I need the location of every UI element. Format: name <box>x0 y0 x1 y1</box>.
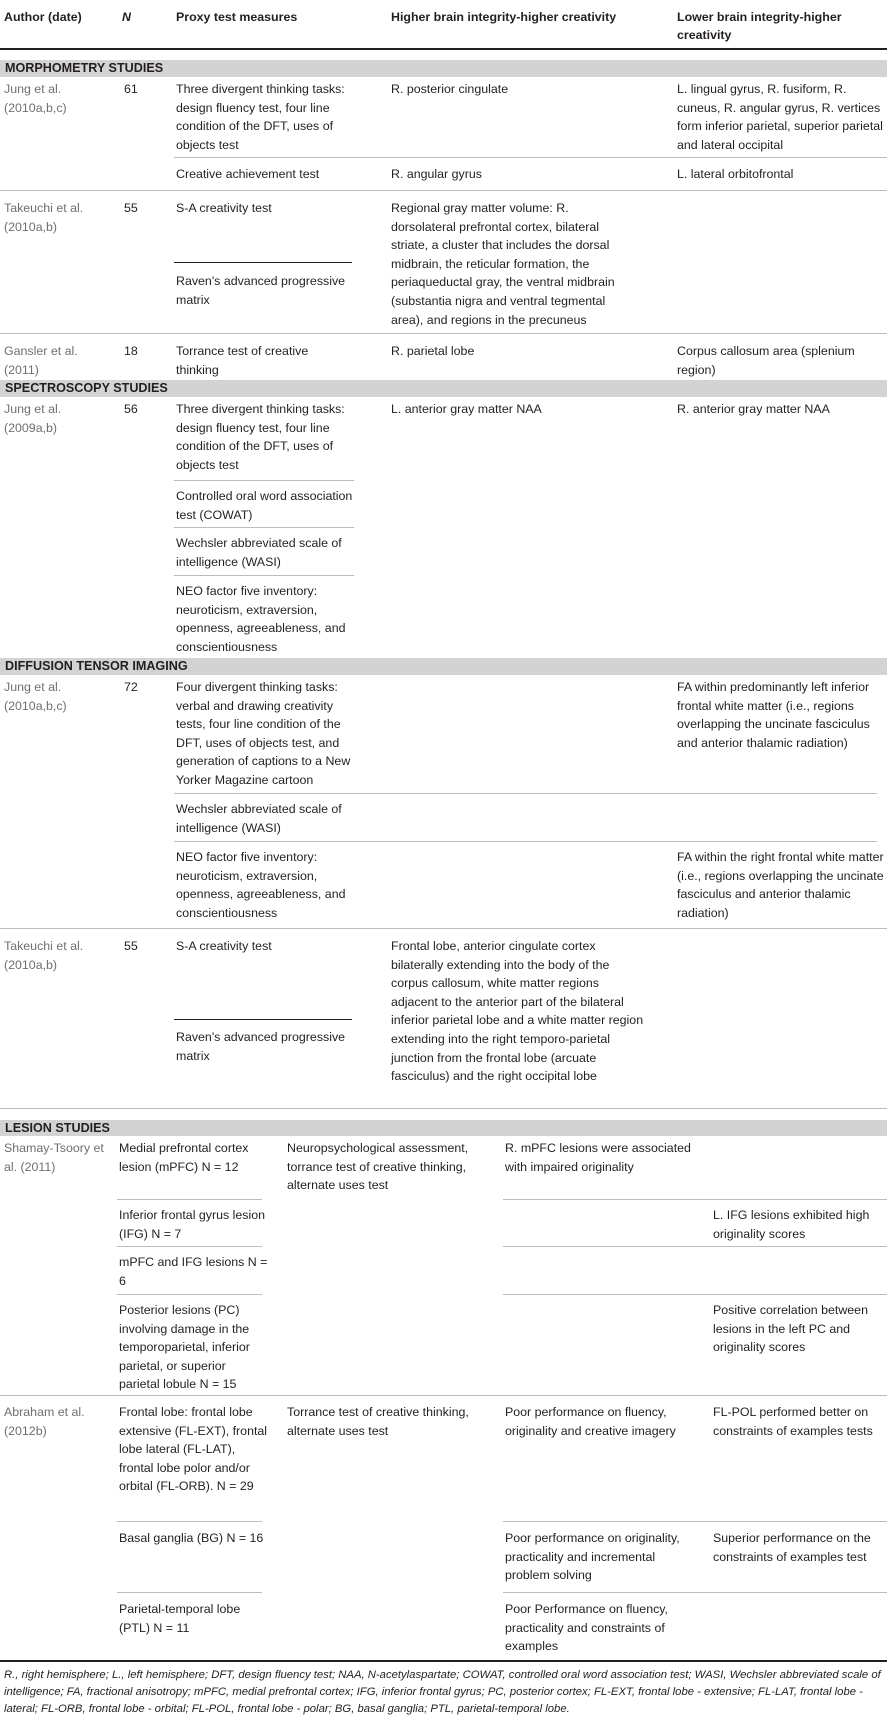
morph-jung-lower-1: L. lingual gyrus, R. fusiform, R. cuneus, R. angular gyrus, R. vertices form inferior parietal, superior parietal and lateral occipital <box>677 82 883 152</box>
dti-jung-author: Jung et al. (2010a,b,c) <box>4 680 67 713</box>
header-lower-1: Lower brain integrity-higher <box>677 10 842 24</box>
section-morphometry: MORPHOMETRY STUDIES <box>0 60 887 77</box>
divider <box>503 1294 887 1295</box>
row-divider <box>0 928 887 929</box>
divider <box>174 480 354 481</box>
morph-takeuchi-higher: Regional gray matter volume: R. dorsolateral prefrontal cortex, bilateral striate, a cluster that includes the dorsal midbrain, the reticular formation, the periaqueductal gray, the ventral midbrain (substantia nigra and ventral tegmental area), and regions in the precuneus <box>391 201 615 327</box>
dti-proxy-3: NEO factor five inventory: neuroticism, extraversion, openness, agreeableness, and conscientiousness <box>176 850 346 920</box>
dti-takeuchi-higher: Frontal lobe, anterior cingulate cortex bilaterally extending into the body of the corpus callosum, white matter regions adjacent to the anterior part of the bilateral inferior parietal lobe and a white matter region extending into the right temporo-parietal junction from the frontal lobe (arcuate fasciculus) and the right occipital lobe <box>391 939 644 1084</box>
row-divider <box>0 1395 887 1396</box>
morph-jung-proxy-1: Three divergent thinking tasks: design fluency test, four line condition of the DFT, uses of objects test <box>176 82 345 152</box>
lesion-shamay-lower-4: Positive correlation between lesions in the left PC and originality scores <box>713 1303 868 1355</box>
section-dti: DIFFUSION TENSOR IMAGING <box>0 658 887 675</box>
row-divider <box>0 190 887 191</box>
header-lower-2: creativity <box>677 28 732 42</box>
divider <box>503 1199 887 1200</box>
header-author: Author (date) <box>4 10 82 24</box>
morph-takeuchi-author: Takeuchi et al. (2010a,b) <box>4 201 84 234</box>
morph-jung-higher-1: R. posterior cingulate <box>391 82 509 96</box>
spec-proxy-4: NEO factor five inventory: neuroticism, extraversion, openness, agreeableness, and conscientiousness <box>176 584 346 654</box>
lesion-shamay-test: Neuropsychological assessment, torrance test of creative thinking, alternate uses test <box>287 1141 469 1193</box>
lesion-abraham-lower-1: FL-POL performed better on constraints of examples tests <box>713 1405 873 1438</box>
dti-takeuchi-n: 55 <box>124 939 138 953</box>
lesion-shamay-group-4: Posterior lesions (PC) involving damage in the temporoparietal, inferior parietal, or superior parietal lobule N = 15 <box>119 1303 250 1392</box>
row-divider <box>0 333 887 334</box>
spec-lower: R. anterior gray matter NAA <box>677 402 830 416</box>
lesion-shamay-group-2: Inferior frontal gyrus lesion (IFG) N = 7 <box>119 1208 266 1241</box>
dti-takeuchi-author: Takeuchi et al. (2010a,b) <box>4 939 84 972</box>
morph-gansler-higher: R. parietal lobe <box>391 344 475 358</box>
lesion-shamay-group-3: mPFC and IFG lesions N = 6 <box>119 1255 268 1288</box>
spec-jung-n: 56 <box>124 402 138 416</box>
morph-jung-higher-2: R. angular gyrus <box>391 167 482 181</box>
lesion-abraham-higher-3: Poor Performance on fluency, practicality and constraints of examples <box>505 1602 668 1654</box>
header-higher: Higher brain integrity-higher creativity <box>391 10 617 24</box>
lesion-abraham-higher-2: Poor performance on originality, practicality and incremental problem solving <box>505 1531 680 1583</box>
morph-gansler-proxy: Torrance test of creative thinking <box>176 344 309 377</box>
dti-proxy-1: Four divergent thinking tasks: verbal and drawing creativity tests, four line condition of the DFT, uses of objects test, and generation of captions to a New Yorker Magazine cartoon <box>176 680 351 787</box>
divider <box>174 793 877 794</box>
table-bottom-rule <box>0 1660 887 1662</box>
section-lesion: LESION STUDIES <box>0 1120 887 1136</box>
header-rule <box>0 48 887 50</box>
lesion-abraham-author: Abraham et al. (2012b) <box>4 1405 85 1438</box>
header-proxy: Proxy test measures <box>176 10 298 24</box>
table-footnote: R., right hemisphere; L., left hemisphere; DFT, design fluency test; NAA, N-acetylaspartate; COWAT, controlled oral word association test; WASI, Wechsler abbreviated scale of intelligence; FA, fractional anisotropy; mPFC, medial prefrontal cortex; IFG, inferior frontal gyrus; PC, posterior cortex; FL-EXT, frontal lobe - extensive; FL-LAT, frontal lobe - lateral; FL-ORB, frontal lobe - orbital; FL-POL, frontal lobe - polar; BG, basal ganglia; PTL, parietal-temporal lobe. <box>4 1669 881 1715</box>
divider <box>117 1521 262 1522</box>
morph-gansler-author: Gansler et al. (2011) <box>4 344 78 377</box>
lesion-shamay-lower-2: L. IFG lesions exhibited high originality scores <box>713 1208 870 1241</box>
lesion-abraham-group-1: Frontal lobe: frontal lobe extensive (FL-EXT), frontal lobe lateral (FL-LAT), frontal lobe polor and/or orbital (FL-ORB). N = 29 <box>119 1405 268 1494</box>
lesion-abraham-higher-1: Poor performance on fluency, originality and creative imagery <box>505 1405 676 1438</box>
morph-takeuchi-n: 55 <box>124 201 138 215</box>
morph-takeuchi-proxy-1: S-A creativity test <box>176 201 272 215</box>
divider <box>503 1521 887 1522</box>
morph-takeuchi-proxy-2: Raven's advanced progressive matrix <box>176 274 346 307</box>
morph-jung-author: Jung et al. (2010a,b,c) <box>4 82 67 115</box>
morph-gansler-n: 18 <box>124 344 138 358</box>
divider <box>174 527 354 528</box>
spec-proxy-3: Wechsler abbreviated scale of intelligence (WASI) <box>176 536 342 569</box>
divider <box>174 575 354 576</box>
divider <box>503 1592 887 1593</box>
divider <box>174 157 887 158</box>
dti-proxy-2: Wechsler abbreviated scale of intelligence (WASI) <box>176 802 342 835</box>
divider <box>503 1246 887 1247</box>
lesion-abraham-lower-2: Superior performance on the constraints of examples test <box>713 1531 871 1564</box>
spec-jung-author: Jung et al. (2009a,b) <box>4 402 62 435</box>
dti-lower-3: FA within the right frontal white matter (i.e., regions overlapping the uncinate fasciculus and anterior thalamic radiation) <box>677 850 884 920</box>
dti-lower-1: FA within predominantly left inferior frontal white matter (i.e., regions overlapping the uncinate fasciculus and anterior thalamic radiation) <box>677 680 870 750</box>
divider <box>174 262 352 263</box>
lesion-abraham-group-3: Parietal-temporal lobe (PTL) N = 11 <box>119 1602 241 1635</box>
lesion-shamay-author: Shamay-Tsoory et al. (2011) <box>4 1141 104 1174</box>
dti-takeuchi-proxy-1: S-A creativity test <box>176 939 272 953</box>
spec-proxy-2: Controlled oral word association test (COWAT) <box>176 489 353 522</box>
dti-takeuchi-proxy-2: Raven's advanced progressive matrix <box>176 1030 346 1063</box>
divider <box>174 1019 352 1020</box>
morph-jung-lower-2: L. lateral orbitofrontal <box>677 167 794 181</box>
lesion-abraham-group-2: Basal ganglia (BG) N = 16 <box>119 1531 264 1545</box>
divider <box>117 1294 262 1295</box>
lesion-shamay-group-1: Medial prefrontal cortex lesion (mPFC) N = 12 <box>119 1141 249 1174</box>
divider <box>117 1199 262 1200</box>
divider <box>117 1592 262 1593</box>
spec-proxy-1: Three divergent thinking tasks: design fluency test, four line condition of the DFT, uses of objects test <box>176 402 345 472</box>
spec-higher: L. anterior gray matter NAA <box>391 402 542 416</box>
morph-gansler-lower: Corpus callosum area (splenium region) <box>677 344 855 377</box>
section-spectroscopy: SPECTROSCOPY STUDIES <box>0 380 887 397</box>
divider <box>117 1246 262 1247</box>
morph-jung-proxy-2: Creative achievement test <box>176 167 320 181</box>
dti-jung-n: 72 <box>124 680 138 694</box>
divider <box>174 841 877 842</box>
morph-jung-n: 61 <box>124 82 138 96</box>
lesion-abraham-test: Torrance test of creative thinking, alternate uses test <box>287 1405 469 1438</box>
header-n: N <box>122 10 131 24</box>
lesion-shamay-higher-1: R. mPFC lesions were associated with impaired originality <box>505 1141 691 1174</box>
row-divider <box>0 1108 887 1109</box>
